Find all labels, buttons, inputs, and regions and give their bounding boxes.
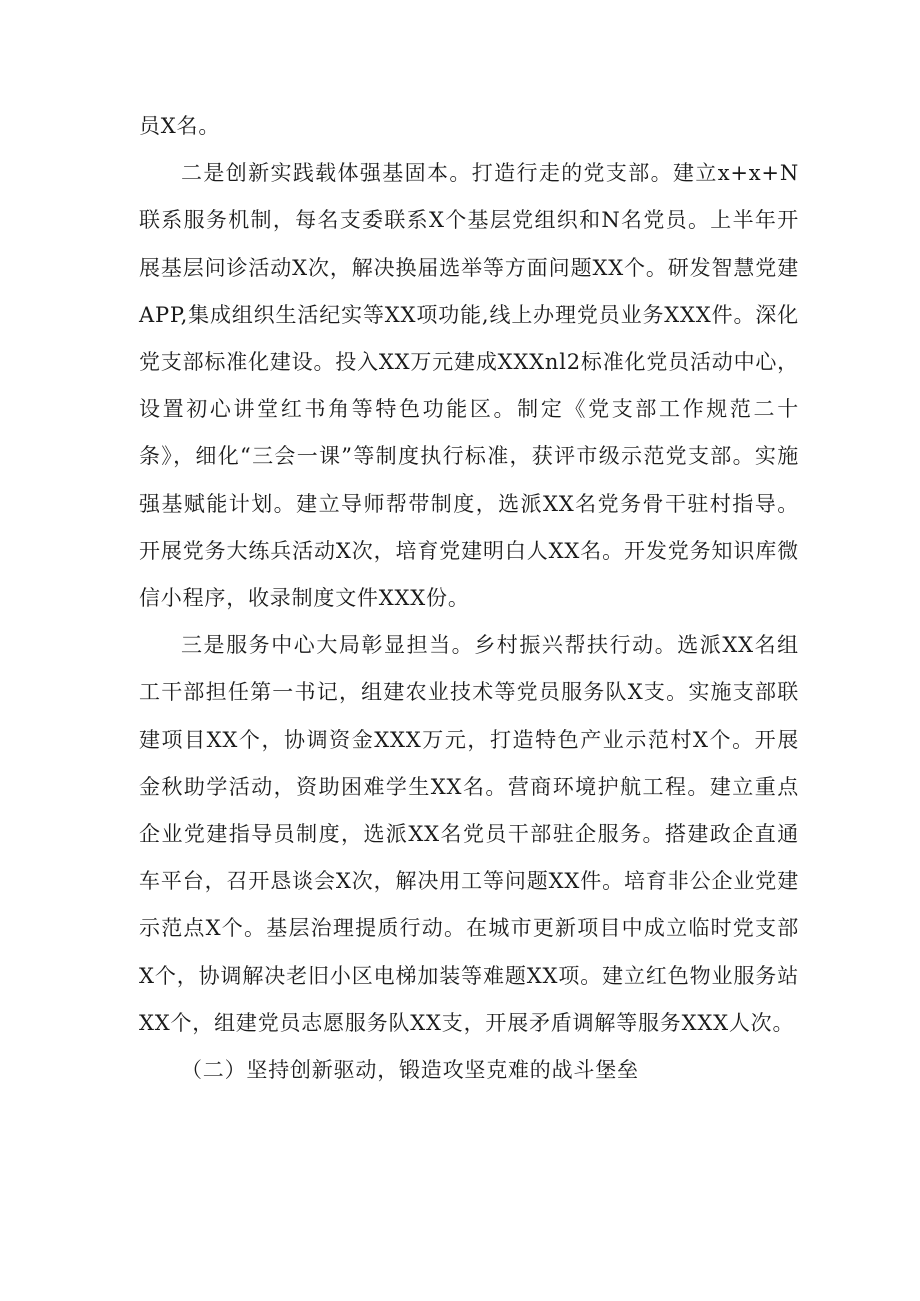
paragraph-three: 三是服务中心大局彰显担当。乡村振兴帮扶行动。选派XX名组工干部担任第一书记，组建农业技术等党员服务队X支。实施支部联建项目XX个，协调资金XXX万元，打造特色产业示范村X个。开展金秋助学活动，资助困难学生XX名。营商环境护航工程。建立重点企业党建指导员制度，选派XX名党员干部驻企服务。搭建政企直通车平台，召开恳谈会X次，解决用工等问题XX件。培育非公企业党建示范点X个。基层治理提质行动。在城市更新项目中成立临时党支部X个，协调解决老旧小区电梯加装等难题XX项。建立红色物业服务站XX个，组建党员志愿服务队XX支，开展矛盾调解等服务XXX人次。 [139,633,799,1035]
lead-fragment: 员X名。 [139,114,221,138]
section-heading: （二）坚持创新驱动，锻造攻坚克难的战斗堡垒 [181,1058,639,1083]
paragraph-two: 二是创新实践载体强基固本。打造行走的党支部。建立x+x+N联系服务机制，每名支委联系X个基层党组织和N名党员。上半年开展基层问诊活动X次，解决换届选举等方面问题XX个。研发智慧党建APP,集成组织生活纪实等XX项功能,线上办理党员业务XXX件。深化党支部标准化建设。投入XX万元建成XXXnl2标准化党员活动中心，设置初心讲堂红书角等特色功能区。制定《党支部工作规范二十条》，细化“三会一课”等制度执行标准，获评市级示范党支部。实施强基赋能计划。建立导师帮带制度，选派XX名党务骨干驻村指导。开展党务大练兵活动X次，培育党建明白人XX名。开发党务知识库微信小程序，收录制度文件XXX份。 [139,161,799,611]
document-body [139,103,799,1094]
